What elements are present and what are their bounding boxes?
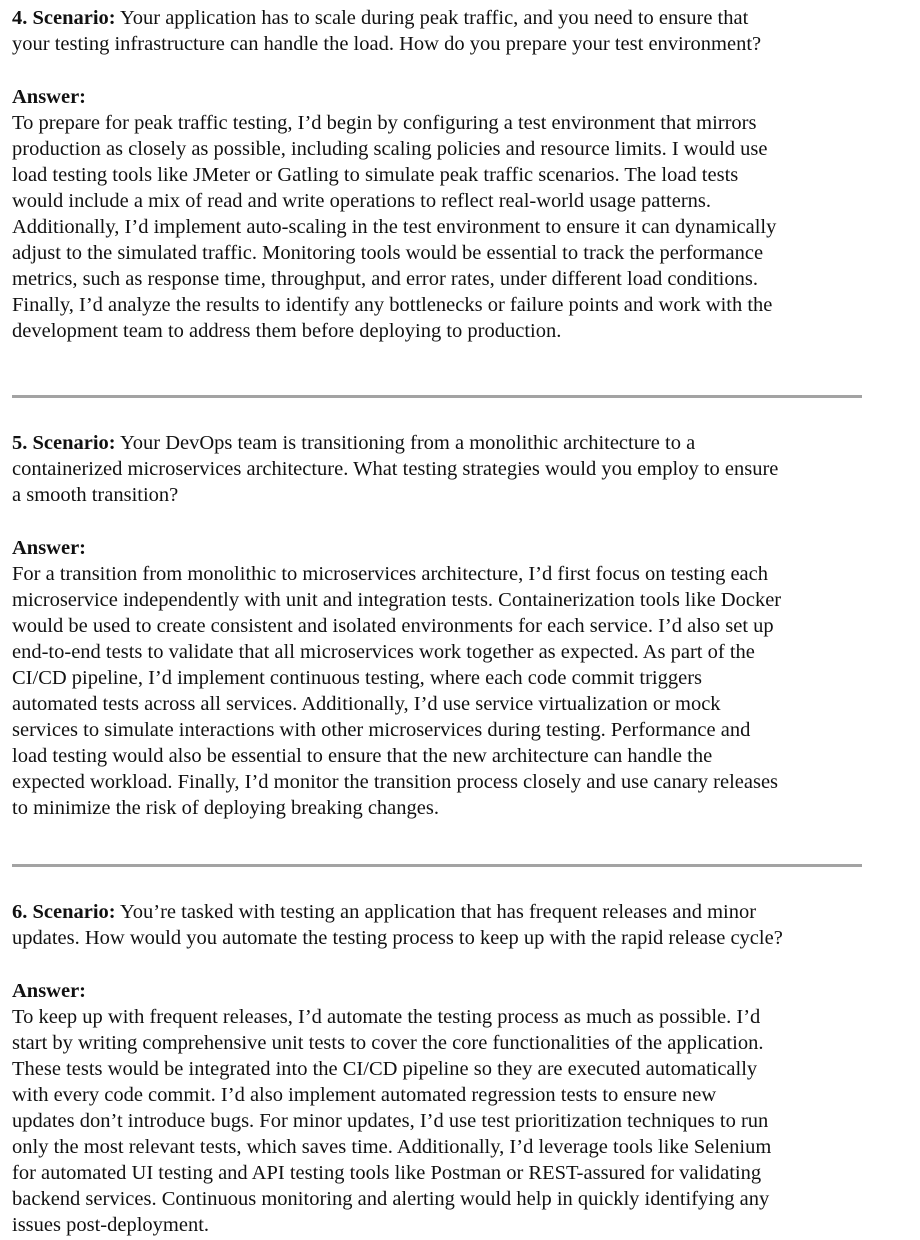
scenario-label: 5. Scenario: [12,432,116,454]
question-line [12,430,912,456]
answer-line: To keep up with frequent releases, I’d automate the testing process as much as possible. I’d [12,1006,761,1028]
question-text: updates. How would you automate the testing process to keep up with the rapid release cycle? [12,927,783,949]
answer-line: would include a mix of read and write operations to reflect real-world usage patterns. [12,190,712,212]
answer-line: microservice independently with unit and integration tests. Containerization tools like Docker [12,589,782,611]
answer-line: Additionally, I’d implement auto-scaling in the test environment to ensure it can dynamically [12,216,777,238]
answer-line: backend services. Continuous monitoring and alerting would help in quickly identifying any [12,1188,770,1210]
answer-line: would be used to create consistent and isolated environments for each service. I’d also set up [12,615,774,637]
answer-line: only the most relevant tests, which saves time. Additionally, I’d leverage tools like Selenium [12,1136,772,1158]
question-text: your testing infrastructure can handle the load. How do you prepare your test environment? [12,33,762,55]
question-line [12,5,912,31]
answer-line: for automated UI testing and API testing tools like Postman or REST-assured for validating [12,1162,762,1184]
answer-label: Answer: [12,86,87,108]
scenario-6 [12,899,912,1238]
answer-line: metrics, such as response time, throughput, and error rates, under different load conditions. [12,268,758,290]
question-text: a smooth transition? [12,484,179,506]
divider [12,864,862,867]
answer-line: production as closely as possible, including scaling policies and resource limits. I would use [12,138,768,160]
question-text: You’re tasked with testing an application that has frequent releases and minor [115,901,757,923]
answer-line: issues post-deployment. [12,1214,210,1236]
question-text: containerized microservices architecture. What testing strategies would you employ to ensure [12,458,779,480]
answer-line: To prepare for peak traffic testing, I’d begin by configuring a test environment that mirrors [12,112,757,134]
answer-label: Answer: [12,537,87,559]
question-text: Your DevOps team is transitioning from a monolithic architecture to a [115,432,696,454]
scenario-label: 4. Scenario: [12,7,116,29]
answer-line: to minimize the risk of deploying breaking changes. [12,797,439,819]
answer-line: with every code commit. I’d also implement automated regression tests to ensure new [12,1084,717,1106]
divider [12,395,862,398]
scenario-4 [12,5,912,344]
answer-line: These tests would be integrated into the CI/CD pipeline so they are executed automatically [12,1058,758,1080]
answer-line: automated tests across all services. Additionally, I’d use service virtualization or mock [12,693,721,715]
scenario-5 [12,430,912,821]
question-line [12,899,912,925]
answer-line: services to simulate interactions with other microservices during testing. Performance and [12,719,751,741]
answer-label: Answer: [12,980,87,1002]
answer-line: updates don’t introduce bugs. For minor updates, I’d use test prioritization techniques to run [12,1110,769,1132]
answer-line: CI/CD pipeline, I’d implement continuous testing, where each code commit triggers [12,667,702,689]
question-line [12,925,912,951]
answer-line: end-to-end tests to validate that all microservices work together as expected. As part of the [12,641,755,663]
answer-line: Finally, I’d analyze the results to identify any bottlenecks or failure points and work with the [12,294,773,316]
question-line [12,482,912,508]
scenario-label: 6. Scenario: [12,901,116,923]
question-line [12,456,912,482]
question-line [12,31,912,57]
question-text: Your application has to scale during peak traffic, and you need to ensure that [115,7,749,29]
answer-line: adjust to the simulated traffic. Monitoring tools would be essential to track the performance [12,242,764,264]
answer-line: load testing would also be essential to ensure that the new architecture can handle the [12,745,713,767]
answer-line: For a transition from monolithic to microservices architecture, I’d first focus on testing each [12,563,768,585]
answer-line: expected workload. Finally, I’d monitor the transition process closely and use canary releases [12,771,779,793]
answer-line: start by writing comprehensive unit tests to cover the core functionalities of the application. [12,1032,764,1054]
answer-line: development team to address them before deploying to production. [12,320,562,342]
answer-line: load testing tools like JMeter or Gatling to simulate peak traffic scenarios. The load tests [12,164,739,186]
